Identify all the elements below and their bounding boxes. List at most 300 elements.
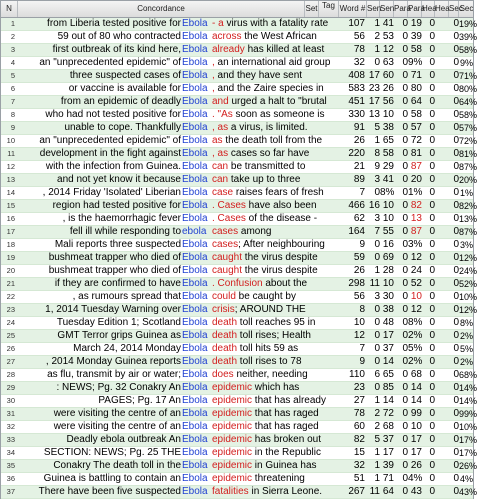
sentence-position: 71: [382, 473, 394, 484]
left-context: fell ill while responding to: [69, 226, 181, 237]
header-paragraph-number[interactable]: Para: [394, 1, 408, 17]
right-context: [212, 174, 300, 186]
sentence-number: 1: [374, 473, 380, 484]
sentence-number: 0: [374, 317, 380, 328]
right-context: [212, 70, 302, 82]
sentence-number: 5: [374, 434, 380, 445]
right-context-text: in the Republic: [252, 447, 321, 458]
right-context: [212, 421, 319, 433]
concordance-line: [18, 408, 319, 420]
paragraph-number: 0: [402, 148, 408, 159]
table-row[interactable]: [1, 83, 477, 96]
sentence-position: 64: [382, 486, 394, 497]
heading-number: 0: [429, 57, 435, 68]
table-row[interactable]: [1, 122, 477, 135]
paragraph-position: 5%: [408, 343, 423, 354]
right-context: [212, 44, 324, 56]
paragraph-position: 10: [410, 291, 422, 302]
header-n[interactable]: N: [1, 1, 18, 17]
heading-number: 0: [429, 291, 435, 302]
left-context: , 2014 Monday Guinea reports: [45, 356, 181, 367]
right-context-text: urged a halt to "brutal: [228, 96, 327, 107]
word-number: 78: [353, 44, 365, 55]
section-number: 0: [453, 70, 459, 81]
section-position: 82%: [459, 201, 477, 211]
right-context-text: virus with a fatality rate: [223, 18, 329, 29]
sentence-position: 14: [382, 395, 394, 406]
heading-number: 0: [429, 473, 435, 484]
left-context: March 24, 2014 Monday: [73, 343, 181, 354]
heading-position: [435, 447, 449, 459]
section-number: 0: [453, 330, 459, 341]
heading-number: 0: [429, 395, 435, 406]
sentence-position: 37: [382, 343, 394, 354]
section-number: 0: [453, 304, 459, 315]
section-position: 19%: [459, 19, 477, 29]
word-number: 32: [353, 57, 365, 68]
sentence-number: 17: [368, 96, 380, 107]
paragraph-position: 80: [410, 83, 422, 94]
section-position: 10%: [459, 422, 477, 432]
heading-number: 0: [429, 408, 435, 419]
left-context: or vaccine is available for: [68, 83, 181, 94]
right-context-text: which has: [252, 382, 300, 393]
heading-position: [435, 317, 449, 329]
table-row[interactable]: [1, 44, 477, 57]
word-number: 110: [349, 369, 365, 380]
table-row[interactable]: [1, 395, 477, 408]
section-number: 0: [453, 265, 459, 276]
section-position: 2%: [459, 331, 473, 341]
sentence-position: 10: [382, 200, 394, 211]
heading-number: 0: [429, 109, 435, 120]
right-context: [212, 265, 318, 277]
table-row[interactable]: [1, 226, 477, 239]
sentence-position: 69: [382, 252, 394, 263]
heading-position: [435, 57, 449, 69]
sentence-position: 65: [382, 135, 394, 146]
table-row[interactable]: [1, 70, 477, 83]
table-row[interactable]: [1, 213, 477, 226]
paragraph-position: 1%: [408, 187, 423, 198]
concordance-line: [18, 148, 315, 160]
row-number: 15: [6, 201, 15, 210]
node-word: Ebola: [182, 200, 208, 211]
section-position: 58%: [459, 45, 477, 55]
heading-number: 0: [429, 122, 435, 133]
paragraph-number: 0: [402, 213, 408, 224]
heading-number: 0: [429, 174, 435, 185]
word-number: 89: [353, 174, 365, 185]
paragraph-number: 0: [402, 174, 408, 185]
heading-position: [435, 421, 449, 433]
word-number: 583: [348, 83, 365, 94]
heading-position: [435, 44, 449, 56]
heading-position: [435, 343, 449, 355]
node-word: Ebola: [182, 460, 208, 471]
paragraph-position: 87: [410, 226, 422, 237]
table-row[interactable]: [1, 473, 473, 486]
collocate-highlight: cases: [212, 239, 239, 250]
sentence-number: 0: [374, 252, 380, 263]
right-context: [212, 31, 317, 43]
heading-number: 0: [429, 304, 435, 315]
collocate-highlight: death: [212, 317, 238, 328]
paragraph-number: 0: [402, 447, 408, 458]
table-row[interactable]: [1, 31, 477, 44]
paragraph-number: 0: [402, 31, 408, 42]
node-word: Ebola: [182, 252, 208, 263]
right-context: [212, 96, 327, 108]
row-number: 22: [6, 292, 15, 301]
paragraph-position: 13: [410, 213, 422, 224]
table-row[interactable]: [1, 187, 473, 200]
word-number: 21: [353, 161, 365, 172]
header-sentence-position[interactable]: Sen: [380, 1, 394, 17]
word-number: 26: [353, 265, 365, 276]
left-context: Mali reports three suspected: [54, 239, 181, 250]
table-row[interactable]: [1, 343, 473, 356]
header-heading-number[interactable]: Hea: [422, 1, 435, 17]
collocate-highlight: can: [212, 161, 229, 172]
section-position: 87%: [459, 162, 477, 172]
sentence-position: 60: [382, 70, 394, 81]
paragraph-position: 52: [410, 278, 422, 289]
heading-position: [435, 434, 449, 446]
sentence-number: 3: [374, 174, 380, 185]
heading-number: 0: [429, 44, 435, 55]
node-word: Ebola: [182, 96, 208, 107]
left-context: , 2014 Friday 'Isolated' Liberian: [42, 187, 181, 198]
sentence-number: 11: [369, 278, 380, 289]
sentence-position: 37: [382, 434, 394, 445]
paragraph-position: 72: [410, 135, 422, 146]
heading-position: [435, 31, 449, 43]
table-row[interactable]: [1, 382, 477, 395]
left-context: SECTION: NEWS; Pg. 25 THE: [43, 447, 181, 458]
concordance-line: [18, 96, 327, 108]
section-position: 58%: [459, 110, 477, 120]
sentence-position: 48: [382, 317, 394, 328]
sentence-position: 68: [382, 421, 394, 432]
collocate-highlight: epidemic: [212, 408, 253, 419]
paragraph-number: 0: [402, 135, 408, 146]
paragraph-number: 0: [402, 70, 408, 81]
section-position: 2%: [459, 357, 473, 367]
section-position: 43%: [459, 487, 477, 497]
header-sentence-number[interactable]: Sen: [367, 1, 380, 17]
table-row[interactable]: [1, 317, 473, 330]
node-word: Ebola: [182, 369, 208, 380]
header-paragraph-position[interactable]: Para: [408, 1, 422, 17]
header-heading-position[interactable]: Hea: [435, 1, 449, 17]
section-position: 17%: [459, 435, 477, 445]
table-row[interactable]: [1, 135, 477, 148]
paragraph-number: 0: [402, 226, 408, 237]
right-context-text: that has raged: [252, 421, 319, 432]
concordance-line: [18, 330, 315, 342]
word-number: 164: [348, 226, 365, 237]
word-number: 267: [348, 486, 365, 497]
right-context-text: that has raged: [252, 408, 319, 419]
node-word: Ebola: [182, 161, 208, 172]
section-number: 0: [453, 57, 459, 68]
node-word: Ebola: [182, 473, 208, 484]
right-context-text: have also been: [245, 200, 317, 211]
concordance-line: [18, 83, 324, 95]
row-number: 21: [6, 279, 15, 288]
section-position: 9%: [459, 58, 473, 68]
sentence-position: 53: [382, 31, 394, 42]
left-context: bushmeat trapper who died of: [48, 252, 181, 263]
header-concordance[interactable]: Concordance: [18, 1, 305, 17]
heading-position: [435, 239, 449, 251]
row-number: 23: [6, 305, 15, 314]
heading-number: 0: [429, 265, 435, 276]
left-context: three suspected cases of: [69, 70, 181, 81]
right-context: [212, 395, 326, 407]
table-row[interactable]: [1, 408, 477, 421]
heading-number: 0: [429, 187, 435, 198]
header-section-position[interactable]: Sec: [459, 4, 474, 13]
sentence-position: 63: [382, 57, 394, 68]
table-row[interactable]: [1, 109, 477, 122]
row-number: 11: [7, 149, 15, 158]
right-context-text: the death toll from the: [222, 135, 323, 146]
heading-number: 0: [429, 460, 435, 471]
table-row[interactable]: [1, 18, 477, 31]
concordance-line: [18, 486, 323, 498]
right-context-text: the virus despite: [242, 265, 318, 276]
left-context: bushmeat trapper who died of: [48, 265, 181, 276]
right-context-text: toll hits 59 as: [237, 343, 299, 354]
node-word: Ebola: [182, 148, 208, 159]
table-row[interactable]: [1, 460, 477, 473]
sentence-number: 13: [368, 109, 380, 120]
left-context: Deadly ebola outbreak An: [66, 434, 181, 445]
paragraph-number: 0: [402, 460, 408, 471]
heading-number: 0: [429, 447, 435, 458]
word-number: 298: [348, 278, 365, 289]
section-number: 0: [453, 395, 459, 406]
left-context: development in the fight against: [39, 148, 181, 159]
table-row[interactable]: [1, 304, 477, 317]
row-number: 10: [6, 136, 15, 145]
left-context: as flu, transmit by air or water;: [47, 369, 181, 380]
paragraph-position: 10: [410, 421, 422, 432]
table-row[interactable]: [1, 161, 477, 174]
heading-position: [435, 408, 449, 420]
concordance-line: [18, 382, 315, 394]
section-position: 71%: [459, 71, 477, 81]
section-number: 0: [453, 135, 459, 146]
header-set[interactable]: Set: [305, 1, 319, 17]
sentence-number: 0: [374, 356, 380, 367]
left-context: from Liberia tested positive for: [47, 18, 181, 29]
collocate-highlight: ,: [212, 57, 215, 68]
table-row[interactable]: [1, 252, 477, 265]
left-context: who had not tested positive for: [45, 109, 181, 120]
section-position: 5%: [459, 344, 473, 354]
right-context: [212, 239, 325, 251]
node-word: Ebola: [182, 434, 208, 445]
heading-position: [435, 122, 449, 134]
paragraph-position: 14: [410, 382, 422, 393]
paragraph-position: 68: [410, 369, 422, 380]
paragraph-position: 43: [410, 486, 422, 497]
table-row[interactable]: [1, 148, 477, 161]
heading-position: [435, 70, 449, 82]
right-context: [212, 317, 315, 329]
section-number: 0: [453, 18, 459, 29]
paragraph-position: 99: [410, 408, 422, 419]
section-number: 0: [453, 252, 459, 263]
right-context: [212, 226, 271, 238]
section-number: 0: [453, 148, 459, 159]
right-context-text: a virus, is limited.: [228, 122, 308, 133]
row-number: 28: [6, 370, 15, 379]
sentence-number: 0: [374, 382, 380, 393]
heading-number: 0: [429, 200, 435, 211]
sentence-number: 2: [374, 421, 380, 432]
heading-position: [435, 83, 449, 95]
right-context-text: the West African: [241, 31, 317, 42]
collocate-highlight: epidemic: [212, 434, 253, 445]
table-row[interactable]: [1, 200, 477, 213]
table-row[interactable]: [1, 265, 477, 278]
paragraph-position: 2%: [408, 356, 423, 367]
word-number: 408: [348, 70, 365, 81]
node-word: Ebola: [182, 174, 208, 185]
table-row[interactable]: [1, 330, 473, 343]
paragraph-position: 82: [410, 200, 422, 211]
sentence-number: 7: [374, 226, 380, 237]
table-row[interactable]: [1, 174, 477, 187]
row-number: 33: [6, 435, 15, 444]
collocate-highlight: death: [212, 356, 238, 367]
left-context: 59 out of 80 who contracted: [57, 31, 181, 42]
heading-number: 0: [429, 434, 435, 445]
table-row[interactable]: [1, 434, 477, 447]
section-number: 0: [453, 408, 459, 419]
sentence-position: 10: [382, 278, 394, 289]
section-position: 10%: [459, 292, 477, 302]
right-context: [212, 83, 324, 95]
left-context: There have been five suspected: [38, 486, 181, 497]
left-context: and not yet know it because: [57, 174, 181, 185]
sentence-number: 8: [374, 148, 380, 159]
heading-number: 0: [429, 252, 435, 263]
collocate-highlight: . Cases: [212, 213, 246, 224]
table-row[interactable]: [1, 369, 477, 382]
header-tag[interactable]: Tag: [319, 1, 339, 17]
paragraph-position: 20: [410, 174, 422, 185]
left-context: an "unprecedented epidemic" of: [39, 135, 181, 146]
concordance-line: [18, 395, 326, 407]
sentence-number: 0: [374, 57, 380, 68]
sentence-position: 41: [382, 174, 394, 185]
table-row[interactable]: [1, 447, 477, 460]
header-section-number[interactable]: Sec: [449, 1, 459, 17]
heading-position: [435, 265, 449, 277]
sentence-position: 26: [382, 83, 394, 94]
section-position: 68%: [459, 370, 477, 380]
table-row[interactable]: [1, 96, 477, 109]
heading-position: [435, 278, 449, 290]
left-context: , is the haemorrhagic fever: [62, 213, 181, 224]
node-word: Ebola: [182, 31, 208, 42]
concordance-line: [18, 343, 315, 355]
concordance-line: [18, 239, 325, 251]
sentence-position: 58: [382, 148, 394, 159]
sentence-position: 10: [382, 109, 394, 120]
paragraph-number: 0: [402, 343, 408, 354]
row-number: 4: [10, 58, 15, 67]
right-context-text: about the: [262, 278, 308, 289]
heading-position: [435, 213, 449, 225]
paragraph-position: 26: [410, 460, 422, 471]
row-number: 24: [6, 318, 15, 327]
heading-number: 0: [429, 96, 435, 107]
right-context: [212, 109, 325, 121]
word-number: 51: [353, 473, 365, 484]
table-row[interactable]: [1, 57, 473, 70]
section-position: 17%: [459, 448, 477, 458]
sentence-position: 16: [382, 239, 394, 250]
word-number: 56: [353, 291, 365, 302]
right-context-text: that has already: [252, 395, 326, 406]
collocate-highlight: death: [212, 330, 238, 341]
concordance-line: [18, 304, 315, 316]
section-position: 13%: [459, 214, 477, 224]
paragraph-number: 0: [402, 304, 408, 315]
table-row[interactable]: [1, 486, 477, 499]
paragraph-number: 0: [402, 239, 408, 250]
paragraph-number: 0: [402, 200, 408, 211]
table-row[interactable]: [1, 291, 477, 304]
sentence-number: 16: [368, 200, 380, 211]
heading-number: 0: [429, 70, 435, 81]
header-word-number[interactable]: Word #: [339, 1, 367, 17]
row-number: 8: [10, 110, 15, 119]
paragraph-position: 17: [410, 447, 422, 458]
section-position: 8%: [459, 318, 473, 328]
table-row[interactable]: [1, 278, 477, 291]
sentence-number: 0: [374, 187, 380, 198]
paragraph-number: 0: [402, 356, 408, 367]
paragraph-position: 3%: [408, 239, 423, 250]
paragraph-number: 0: [402, 317, 408, 328]
section-number: 0: [453, 44, 459, 55]
right-context: [212, 18, 328, 30]
heading-position: [435, 395, 449, 407]
paragraph-position: 64: [410, 96, 422, 107]
heading-number: 0: [429, 382, 435, 393]
paragraph-position: 9%: [408, 57, 423, 68]
table-row[interactable]: [1, 239, 473, 252]
left-context: GMT Terror grips Guinea as: [57, 330, 181, 341]
node-word: Ebola: [182, 83, 208, 94]
paragraph-position: 57: [410, 122, 422, 133]
collocate-highlight: . Confusion: [212, 278, 263, 289]
right-context-text: neither, needing: [233, 369, 308, 380]
table-row[interactable]: [1, 356, 473, 369]
table-row[interactable]: [1, 421, 477, 434]
right-context: [212, 486, 322, 498]
sentence-number: 3: [374, 213, 380, 224]
right-context: [212, 356, 302, 368]
paragraph-number: 0: [402, 408, 408, 419]
